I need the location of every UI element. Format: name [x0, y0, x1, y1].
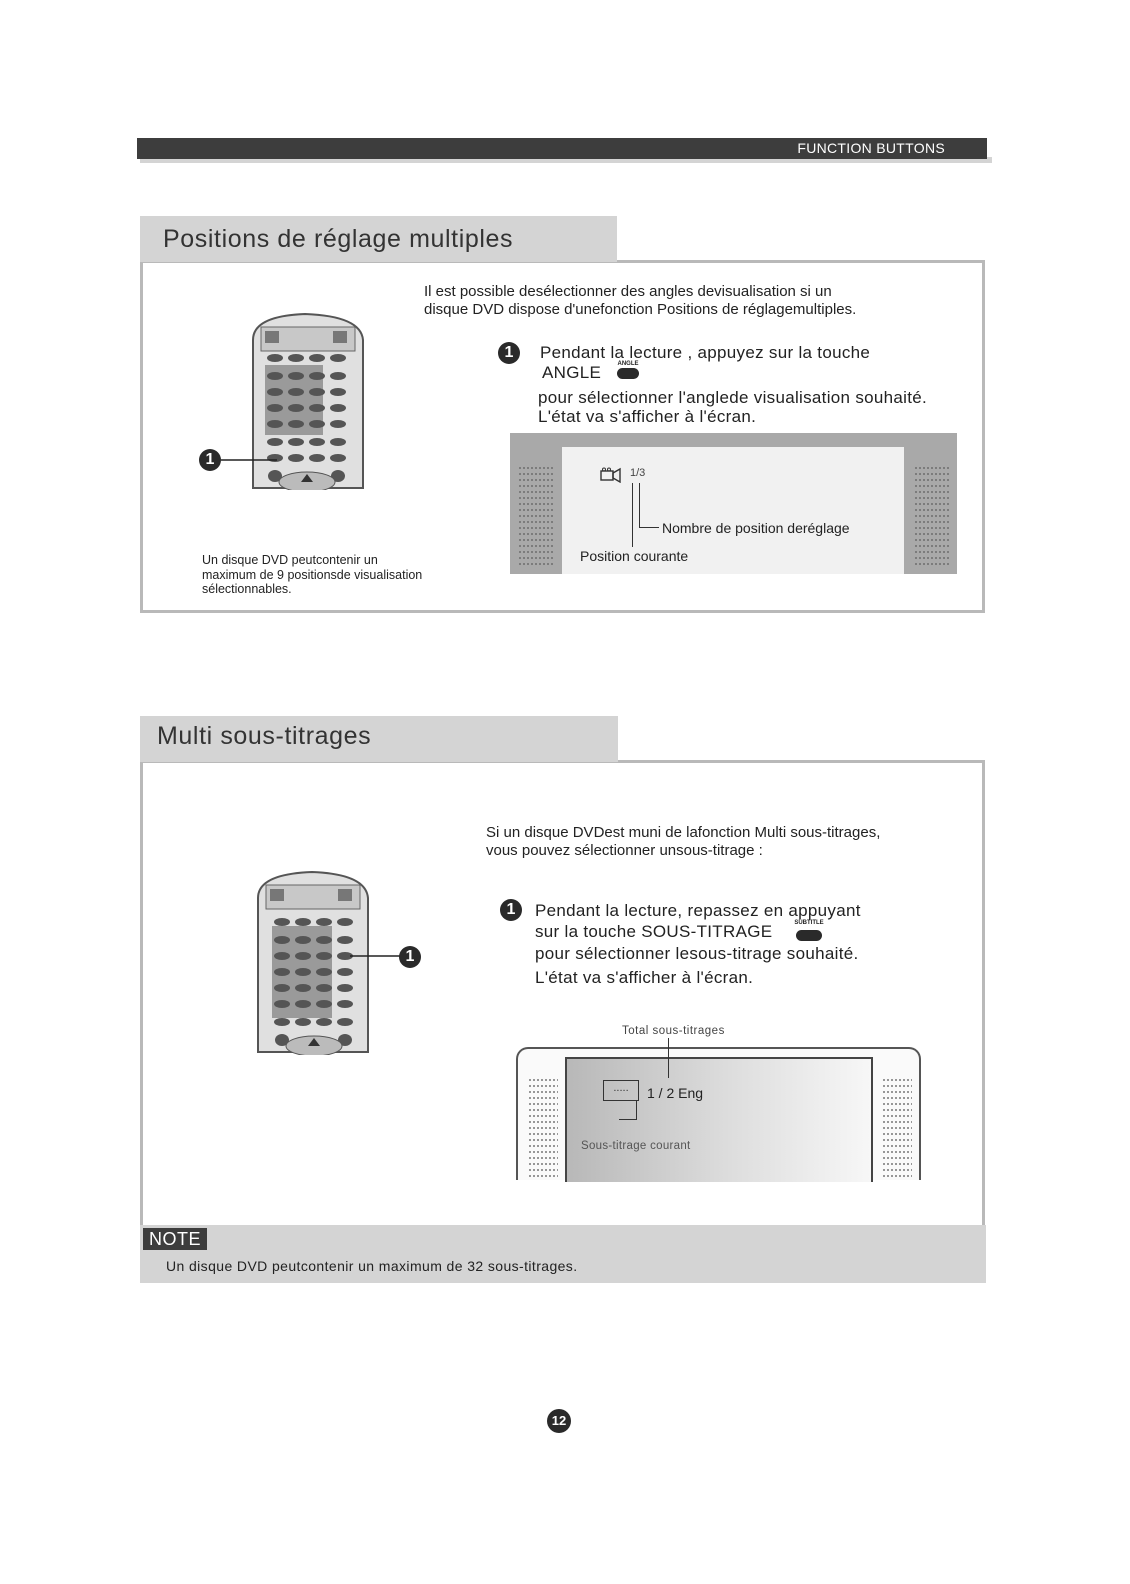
section1-remote-callout: 1 — [199, 449, 221, 471]
section2-step-line4: L'état va s'afficher à l'écran. — [535, 968, 754, 987]
angle-key-label: ANGLE — [617, 361, 639, 367]
label-subtitle-current: Sous-titrage courant — [581, 1140, 691, 1152]
section1-step-line1: Pendant la lecture , appuyez sur la touche — [540, 343, 871, 362]
section1-side-note-line2: maximum de 9 positionsde visualisation — [202, 568, 423, 582]
angle-value: 1/3 — [630, 467, 646, 479]
section1-title: Positions de réglage multiples — [163, 225, 514, 253]
camera-angle-icon — [600, 467, 622, 483]
section2-step-line3: pour sélectionner lesous-titrage souhaité. — [535, 944, 859, 963]
note-label: NOTE — [143, 1228, 207, 1250]
section1-side-note-line3: sélectionnables. — [202, 582, 292, 596]
tv-screen-subtitle — [516, 1047, 921, 1180]
note-bar — [140, 1225, 986, 1283]
section2-title: Multi sous-titrages — [157, 722, 372, 750]
leader-line-total-horizontal — [639, 527, 659, 528]
leader-line-total — [639, 483, 640, 527]
tv-screen-subtitle-display — [565, 1057, 873, 1182]
note-text: Un disque DVD peutcontenir un maximum de 32 sous-titrages. — [166, 1258, 578, 1274]
subtitle-key-label: SUBTITLE — [794, 920, 824, 926]
label-angle-total: Nombre de position deréglage — [662, 520, 850, 536]
left-speaker-grille — [518, 465, 554, 569]
section2-intro-line2: vous pouvez sélectionner unsous-titrage : — [486, 842, 763, 859]
label-angle-current: Position courante — [580, 548, 689, 564]
header-title: FUNCTION BUTTONS — [797, 140, 945, 156]
section1-step-line2: pour sélectionner l'anglede visualisation souhaité. — [538, 388, 928, 407]
right-speaker-grille-2 — [882, 1077, 912, 1177]
leader-line-subtitle-current-horizontal — [619, 1119, 637, 1120]
section1-intro-line2: disque DVD dispose d'unefonction Positions de réglagemultiples. — [424, 301, 857, 318]
section1-step-number: 1 — [498, 342, 520, 364]
leader-line-subtitle-total — [668, 1038, 669, 1078]
leader-line-subtitle-current — [636, 1101, 637, 1119]
section1-side-note-line1: Un disque DVD peutcontenir un — [202, 553, 378, 567]
section2-step-line1: Pendant la lecture, repassez en appuyant — [535, 901, 861, 920]
section1-step-line3: L'état va s'afficher à l'écran. — [538, 407, 757, 426]
leader-line-current — [632, 483, 633, 547]
subtitle-box: ..... — [603, 1080, 639, 1101]
section1-step-key-text: ANGLE — [542, 363, 602, 382]
tv-screen-angle — [510, 433, 957, 574]
subtitle-key-icon — [796, 930, 822, 941]
label-subtitle-total: Total sous-titrages — [622, 1025, 725, 1037]
section1-intro-line1: Il est possible desélectionner des angles devisualisation si un — [424, 283, 832, 300]
remote-control-1 — [195, 310, 370, 490]
section2-title-tab — [140, 716, 618, 762]
header-bar — [137, 138, 987, 159]
right-speaker-grille — [914, 465, 950, 569]
section2-step-number: 1 — [500, 899, 522, 921]
page-number: 12 — [547, 1409, 571, 1433]
section2-step-line2: sur la touche SOUS-TITRAGE — [535, 922, 773, 941]
section2-intro-line1: Si un disque DVDest muni de lafonction Multi sous-titrages, — [486, 824, 881, 841]
left-speaker-grille-2 — [528, 1077, 558, 1177]
section1-title-tab — [140, 216, 617, 262]
section2-remote-callout: 1 — [399, 946, 421, 968]
angle-key-icon — [617, 368, 639, 379]
subtitle-value: 1 / 2 Eng — [647, 1085, 704, 1101]
tv-screen-angle-display — [562, 447, 904, 574]
